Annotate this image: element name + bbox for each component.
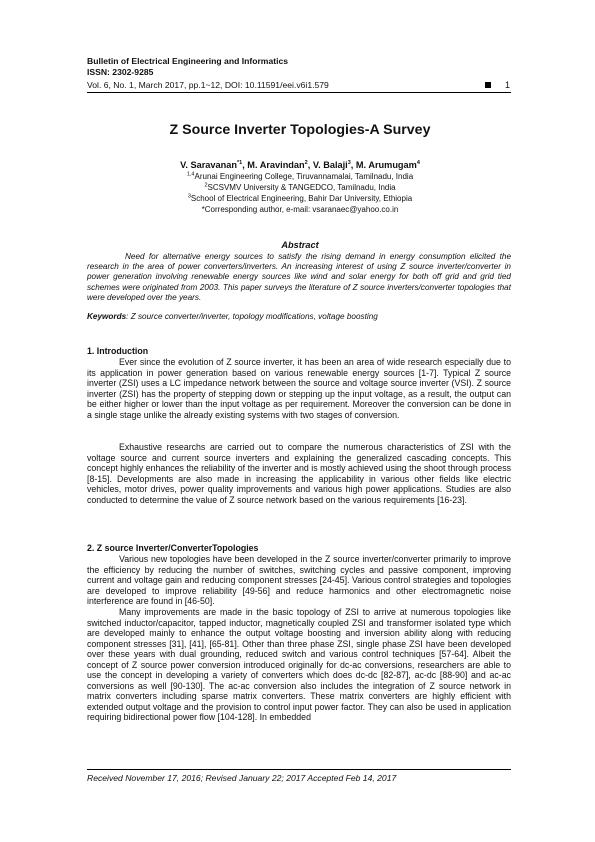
author-name: V. Saravanan	[180, 160, 237, 170]
author-sup: 3	[347, 159, 351, 166]
paragraph: Ever since the evolution of Z source inverter, it has been an area of wide research especially due to its application in power generation based on various renewable energy sources [1-7]. Typical Z source inverter (ZSI) uses a LC impedance network between the source and voltage source inverter (VSI). Z source inverter (ZSI) has the property of stepping down or stepping up the input voltage, as a result, the output can be either higher or lower than the input voltage as per requirement. Moreover the conversion can be done in a single stage unlike the already existing systems with two stages of conversion.	[87, 357, 511, 420]
issn: ISSN: 2302-9285	[87, 67, 154, 77]
author-list: V. Saravanan$^{*1}$, M. Aravindan$^2$, V. Balaji$^3$, M. Arumugam$^4$	[180, 159, 420, 170]
affiliation-text: *Corresponding author, e-mail: vsaranaec@yahoo.co.in	[201, 205, 399, 214]
paragraph: Various new topologies have been developed in the Z source inverter/converter primarily to improve the efficiency by reducing the number of switches, switching cycles and passive component, improving current and voltage gain and reducing component stresses [24-45]. Various control strategies and topologies are developed to improve reliability [49-56] and reduce harmonics and other electromagnetic noise interference are found in [46-50].	[87, 554, 511, 607]
author-name: M. Aravindan	[247, 160, 305, 170]
affiliation-sup: 3	[187, 193, 191, 200]
paper-title: Z Source Inverter Topologies-A Survey	[169, 122, 431, 138]
affiliation	[80, 172, 520, 182]
paragraph: Many improvements are made in the basic topology of ZSI to arrive at numerous topologies like switched inductor/capacitor, tapped inductor, magnetically coupled ZSI and transformer isolated type which are developed mainly to enhance the output voltage boosting and inversion ability along with reducing component stresses [31], [41], [65-81]. Other than three phase ZSI, single phase ZSI have been developed over these years with dual grounding, reduced switch and various control techniques [57-64]. Albeit the concept of Z source power conversion introduced originally for dc-ac conversions, researchers are able to use the concept in developing a variety of converters which does dc-dc [82-87], ac-dc [88-90] and ac-ac conversions as well [90-130]. The ac-ac conversion also includes the integration of Z source network in matrix converters including sparse matrix converters. These matrix converters are highly efficient with extended output voltage and the provision to control input power factor. They can also be used in application requiring bidirectional power flow [104-128]. In embedded	[87, 607, 511, 723]
header-rule	[87, 92, 511, 93]
volume-line: Vol. 6, No. 1, March 2017, pp.1~12, DOI: 10.11591/eei.v6i1.579	[87, 80, 329, 90]
affiliation	[80, 194, 520, 204]
author-sup: 4	[416, 159, 420, 166]
keywords-label: Keywords	[87, 312, 127, 321]
keywords	[87, 312, 511, 321]
affiliation-text: School of Electrical Engineering, Bahir Dar University, Ethiopia	[190, 194, 413, 203]
abstract-heading: Abstract	[281, 240, 319, 250]
affiliation-sup: 2	[204, 182, 208, 189]
received-dates: Received November 17, 2016; Revised January 22; 2017 Accepted Feb 14, 2017	[87, 773, 397, 783]
page-number: 1	[505, 80, 511, 90]
affiliation-text: Arunai Engineering College, Tiruvannamalai, Tamilnadu, India	[194, 172, 414, 181]
paragraph: Exhaustive researchs are carried out to compare the numerous characteristics of ZSI with the voltage source and current source inverters and explaining the generalized cascading concepts. This concept highly enhances the reliability of the inverter and is mostly achieved using the shoot through process [8-15]. Developments are also made in increasing the applicability in various other fields like electric vehicles, motor drives, power quality improvements and various high power applications. Studies are also conducted to determine the value of Z source network based on the various requirements [16-23].	[87, 442, 511, 505]
page-marker-square	[485, 82, 491, 88]
section-heading: 1. Introduction	[87, 346, 149, 356]
keywords-text: : Z source converter/inverter, topology modifications, voltage boosting	[126, 312, 378, 321]
affiliation	[80, 183, 520, 193]
corresponding-author	[80, 205, 520, 215]
author-sup: *1	[236, 159, 243, 166]
journal-name: Bulletin of Electrical Engineering and Informatics	[87, 56, 289, 66]
section-heading: 2. Z source Inverter/ConverterTopologies	[87, 543, 259, 553]
author-name: V. Balaji	[312, 160, 348, 170]
author-name: M. Arumugam	[355, 160, 417, 170]
affiliation-sup: 1,4	[186, 171, 195, 178]
footer-rule	[87, 769, 511, 770]
abstract-text: Need for alternative energy sources to satisfy the rising demand in energy consumption elicited the research in the area of power converters/inverters. An increasing interest of using Z source inverter/converter in power generation involving renewable energy sources like wind and solar energy for both off grid and grid tied schemes were originated from 2003. This paper surveys the literature of Z source inverters/converter topologies that were developed over the years.	[87, 252, 511, 302]
affiliation-text: SCSVMV University & TANGEDCO, Tamilnadu, India	[207, 183, 396, 192]
author-sup: 2	[304, 159, 308, 166]
